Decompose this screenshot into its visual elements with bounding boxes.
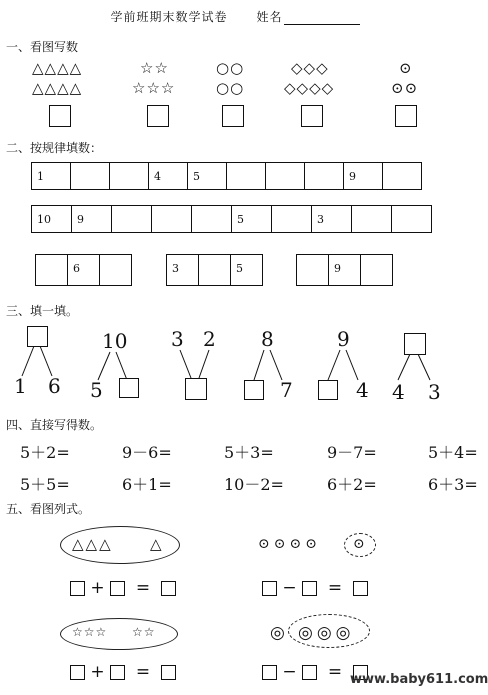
diamond-icon: ◇◇◇: [291, 59, 329, 77]
tree-top-number: 9: [337, 327, 350, 351]
circle-icon: ○○: [216, 59, 245, 77]
diamond-icon: ◇◇◇◇: [284, 79, 335, 97]
triangle-icon: △: [150, 535, 162, 553]
triangle-icon: △△△△: [32, 59, 83, 77]
tree-top-box[interactable]: [27, 326, 48, 347]
plus-formula: [70, 662, 176, 682]
tree-top-left-number: 3: [171, 327, 184, 351]
tree-right-number: 6: [48, 374, 61, 398]
star-icon: ☆☆☆: [72, 625, 108, 639]
section4-heading: 四、直接写得数。: [6, 418, 103, 432]
formula-box[interactable]: [161, 665, 176, 680]
sequence-cell: 10: [31, 205, 72, 233]
tree-bottom-box[interactable]: [185, 378, 207, 400]
equation: 5＋2=: [20, 443, 70, 462]
section2-heading: 二、按规律填数：: [6, 141, 103, 155]
formula-box[interactable]: [110, 581, 125, 596]
tree-left-number: 4: [392, 380, 405, 404]
plus-sign: +: [90, 662, 105, 682]
equation: 10－2=: [224, 475, 284, 494]
equals-sign: =: [135, 662, 151, 682]
sequence-cell: 5: [230, 254, 263, 286]
equals-sign: =: [327, 578, 343, 598]
watermark: www.baby611.com: [350, 672, 488, 687]
equals-sign: =: [135, 578, 151, 598]
formula-box[interactable]: [70, 581, 85, 596]
minus-sign: −: [282, 662, 297, 682]
section3-heading: 三、填一填。: [6, 304, 79, 318]
sequence-cell: 3: [311, 205, 352, 233]
sequence-cell: 9: [328, 254, 361, 286]
formula-box[interactable]: [302, 665, 317, 680]
formula-box[interactable]: [353, 581, 368, 596]
sequence-cell: 5: [187, 162, 227, 190]
sequence-cell: 5: [231, 205, 272, 233]
formula-box[interactable]: [161, 581, 176, 596]
equation: 5＋4=: [428, 443, 478, 462]
sequence-cell: 9: [71, 205, 112, 233]
tree-right-box[interactable]: [119, 378, 139, 398]
star-icon: ☆☆☆: [132, 79, 176, 97]
dot-circle-icon: ⊙⊙⊙⊙: [258, 536, 321, 552]
tree-right-number: 4: [356, 378, 369, 402]
plus-formula: [70, 578, 176, 598]
double-circle-icon: ◎: [270, 623, 285, 643]
equation: 5＋5=: [20, 475, 70, 494]
minus-formula: [262, 578, 368, 598]
sequence-cell: 3: [166, 254, 199, 286]
section1-heading: 一、看图写数: [6, 40, 79, 54]
star-icon: ☆☆: [140, 59, 169, 77]
triangle-icon: △△△: [72, 535, 113, 553]
double-circle-icon: ◎◎◎: [298, 623, 355, 643]
minus-sign: −: [282, 578, 297, 598]
equation: 6＋2=: [327, 475, 377, 494]
formula-box[interactable]: [110, 665, 125, 680]
equation: 9－6=: [122, 443, 172, 462]
triangle-icon: △△△△: [32, 79, 83, 97]
sequence-cell: 1: [31, 162, 71, 190]
tree-top-box[interactable]: [404, 333, 426, 355]
tree-left-number: 5: [90, 378, 103, 402]
formula-box[interactable]: [262, 665, 277, 680]
tree-left-box[interactable]: [318, 380, 338, 400]
circle-icon: ○○: [216, 79, 245, 97]
equation: 6＋3=: [428, 475, 478, 494]
section5-heading: 五、看图列式。: [6, 502, 91, 516]
dot-circle-icon: ⊙⊙: [391, 79, 419, 97]
formula-box[interactable]: [262, 581, 277, 596]
tree-top-number: 10: [102, 329, 128, 353]
sequence-cell: 6: [67, 254, 100, 286]
equation: 5＋3=: [224, 443, 274, 462]
equals-sign: =: [327, 662, 343, 682]
sequence-cell: 4: [148, 162, 188, 190]
equation: 9－7=: [327, 443, 377, 462]
tree-top-number: 8: [261, 327, 274, 351]
tree-right-number: 3: [428, 380, 441, 404]
tree-right-number: 7: [280, 378, 293, 402]
sequence-cell: 9: [343, 162, 383, 190]
formula-box[interactable]: [302, 581, 317, 596]
tree-left-number: 1: [14, 374, 27, 398]
dot-circle-icon: ⊙: [353, 536, 365, 552]
star-icon: ☆☆: [132, 625, 156, 639]
name-label: 姓名: [256, 10, 283, 24]
tree-top-right-number: 2: [203, 327, 216, 351]
formula-box[interactable]: [70, 665, 85, 680]
equation: 6＋1=: [122, 475, 172, 494]
exam-title: 学前班期末数学试卷: [110, 10, 228, 24]
dot-circle-icon: ⊙: [399, 59, 413, 77]
plus-sign: +: [90, 578, 105, 598]
tree-left-box[interactable]: [244, 380, 264, 400]
